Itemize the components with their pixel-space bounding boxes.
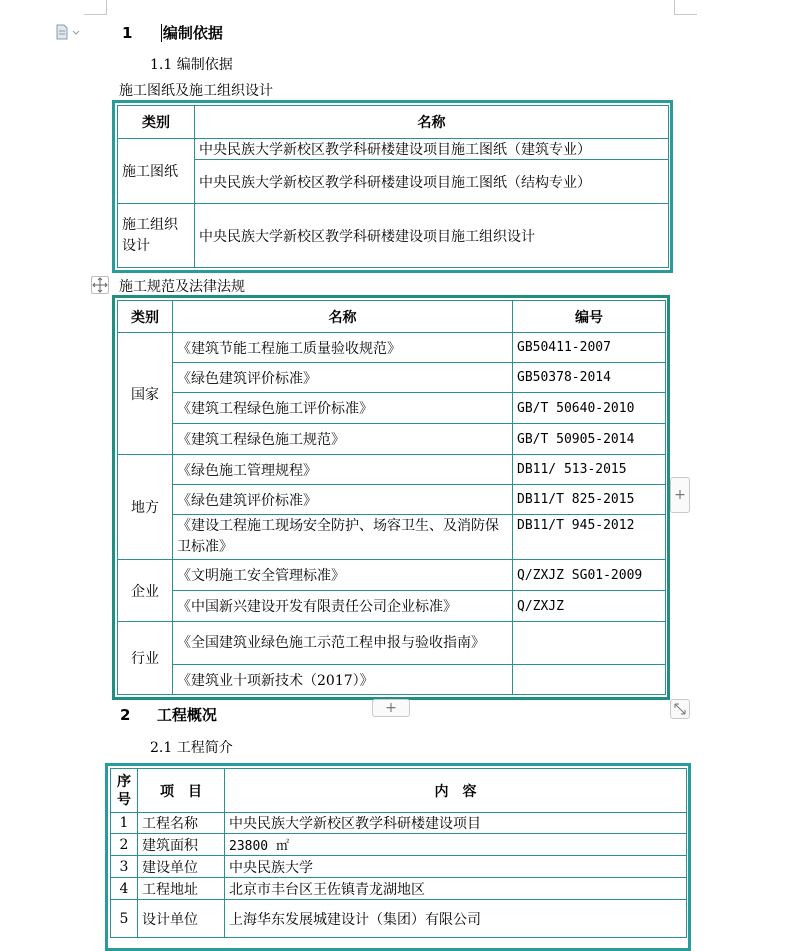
table-norms <box>112 295 670 700</box>
section-1-heading <box>122 22 223 43</box>
table-cell-code: Q/ZXJZ <box>513 591 666 622</box>
paragraph-drawings: 施工图纸及施工组织设计 <box>119 83 273 99</box>
table-cell-code: GB50411-2007 <box>513 333 666 363</box>
table-drawings <box>112 100 673 273</box>
page-corner-mark-right <box>674 0 697 15</box>
table-project-info <box>105 763 691 951</box>
table-cell: 《绿色建筑评价标准》 <box>173 485 513 515</box>
table-header: 序号 <box>111 769 138 813</box>
table-cell-code: DB11/ 513-2015 <box>513 455 666 485</box>
table-header: 内 容 <box>225 769 687 813</box>
table-cell-category: 国家 <box>118 333 173 455</box>
table-cell-no: 1 <box>111 813 138 834</box>
paragraph-norms: 施工规范及法律法规 <box>119 279 245 295</box>
table-cell: 中央民族大学新校区教学科研楼建设项目施工组织设计 <box>195 204 669 268</box>
subsection-1-1-heading: 1.1 编制依据 <box>150 57 233 73</box>
table-cell-item: 建筑面积 <box>138 834 225 856</box>
table-cell: 《建筑工程绿色施工规范》 <box>173 424 513 455</box>
table-cell: 中央民族大学新校区教学科研楼建设项目施工图纸（结构专业） <box>195 160 669 204</box>
table-cell-code: Q/ZXJZ SG01-2009 <box>513 560 666 591</box>
section-title: 编制依据 <box>162 24 223 42</box>
section-number: 1 <box>122 24 133 42</box>
add-row-button[interactable]: + <box>372 699 410 717</box>
table-cell-category: 施工组织设计 <box>118 204 195 268</box>
table-cell-item: 设计单位 <box>138 900 225 938</box>
table-cell-code: GB/T 50905-2014 <box>513 424 666 455</box>
section-number: 2 <box>120 706 131 724</box>
page-corner-mark-left <box>84 0 107 15</box>
table-header: 类别 <box>118 106 195 139</box>
table-cell-code <box>513 622 666 665</box>
resize-icon <box>671 700 689 718</box>
table-cell-code: DB11/T 825-2015 <box>513 485 666 515</box>
add-column-button[interactable]: + <box>670 477 690 513</box>
document-icon[interactable] <box>55 24 85 40</box>
table-cell-item: 工程名称 <box>138 813 225 834</box>
table-cell-category: 施工图纸 <box>118 139 195 204</box>
table-header: 名称 <box>195 106 669 139</box>
section-title: 工程概况 <box>156 706 217 724</box>
table-cell: 《绿色建筑评价标准》 <box>173 363 513 393</box>
table-cell-no: 5 <box>111 900 138 938</box>
table-cell: 《建设工程施工现场安全防护、场容卫生、及消防保卫标准》 <box>173 515 513 560</box>
table-cell: 《中国新兴建设开发有限责任公司企业标准》 <box>173 591 513 622</box>
section-2-heading <box>120 704 217 725</box>
table-cell-code: DB11/T 945-2012 <box>513 515 666 560</box>
table-move-handle[interactable] <box>91 276 109 294</box>
table-cell-item: 建设单位 <box>138 856 225 878</box>
table-cell: 《建筑工程绿色施工评价标准》 <box>173 393 513 424</box>
table-header: 项 目 <box>138 769 225 813</box>
move-icon <box>92 277 108 293</box>
table-cell-content: 中央民族大学新校区教学科研楼建设项目 <box>225 813 687 834</box>
table-cell-content: 23800 ㎡ <box>225 834 687 856</box>
table-header: 名称 <box>173 301 513 333</box>
table-header: 类别 <box>118 301 173 333</box>
table-cell-content: 北京市丰台区王佐镇青龙湖地区 <box>225 878 687 900</box>
table-cell-category: 企业 <box>118 560 173 622</box>
table-cell-no: 2 <box>111 834 138 856</box>
table-cell-code: GB50378-2014 <box>513 363 666 393</box>
table-cell-code <box>513 665 666 695</box>
table-cell: 《建筑节能工程施工质量验收规范》 <box>173 333 513 363</box>
table-cell: 《绿色施工管理规程》 <box>173 455 513 485</box>
table-cell-no: 4 <box>111 878 138 900</box>
table-cell: 《全国建筑业绿色施工示范工程申报与验收指南》 <box>173 622 513 665</box>
table-cell-category: 行业 <box>118 622 173 695</box>
table-cell: 《建筑业十项新技术（2017）》 <box>173 665 513 695</box>
subsection-2-1-heading: 2.1 工程简介 <box>150 740 233 756</box>
table-cell-category: 地方 <box>118 455 173 560</box>
table-cell-no: 3 <box>111 856 138 878</box>
table-resize-handle[interactable] <box>670 699 690 719</box>
table-cell-item: 工程地址 <box>138 878 225 900</box>
table-cell-content: 上海华东发展城建设计（集团）有限公司 <box>225 900 687 938</box>
table-cell-code: GB/T 50640-2010 <box>513 393 666 424</box>
table-cell: 中央民族大学新校区教学科研楼建设项目施工图纸（建筑专业） <box>195 139 669 160</box>
table-header: 编号 <box>513 301 666 333</box>
table-cell: 《文明施工安全管理标准》 <box>173 560 513 591</box>
table-cell-content: 中央民族大学 <box>225 856 687 878</box>
